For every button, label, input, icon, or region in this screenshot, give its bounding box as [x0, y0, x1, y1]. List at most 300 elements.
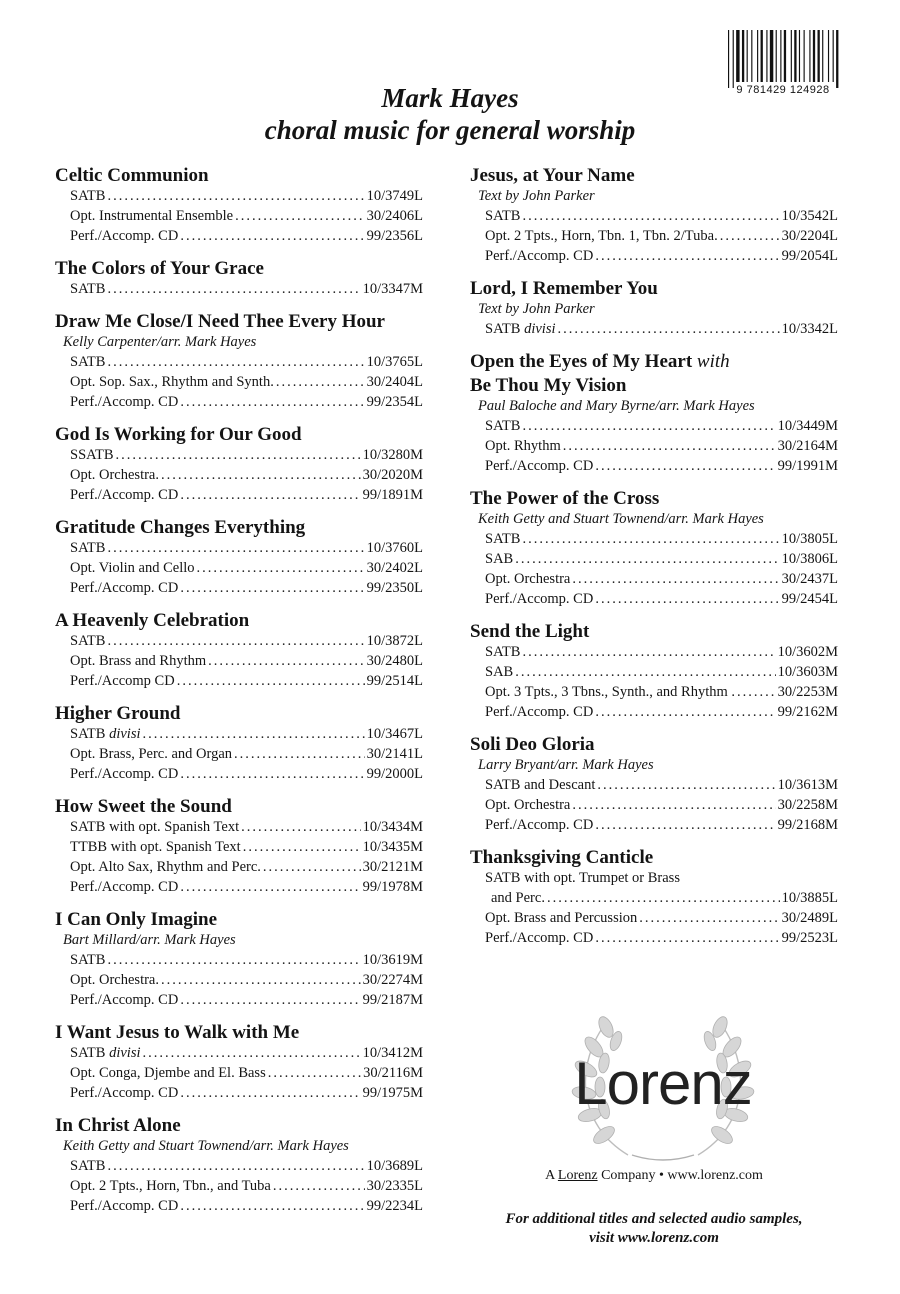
section-gap	[55, 598, 423, 610]
company-brand: Lorenz	[557, 1168, 598, 1183]
edition-voicing: SATB	[70, 281, 106, 297]
edition-label	[70, 186, 105, 206]
barcode-bar	[761, 30, 763, 82]
edition-label	[70, 538, 105, 558]
edition-voicing: SAB	[485, 551, 514, 567]
edition-row	[470, 908, 838, 928]
dot-leader	[522, 206, 779, 226]
dot-leader	[180, 578, 364, 598]
edition-label	[70, 465, 159, 485]
song-credit: Text by John Parker	[478, 188, 595, 204]
edition-row	[470, 702, 838, 722]
dot-leader	[595, 928, 779, 948]
dot-leader	[143, 1043, 361, 1063]
edition-row	[55, 631, 423, 651]
edition-voicing: Opt. 2 Tpts., Horn, Tbn., and Tuba	[70, 1178, 271, 1194]
dot-leader	[107, 538, 364, 558]
edition-label	[70, 226, 178, 246]
product-code: 10/3805L	[781, 531, 838, 547]
lorenz-logo	[548, 1005, 778, 1165]
edition-voicing: Opt. Sop. Sax., Rhythm and Synth.	[70, 374, 274, 390]
section-gap	[55, 505, 423, 517]
edition-voicing: Opt. Alto Sax, Rhythm and Perc.	[70, 859, 261, 875]
dot-leader	[143, 724, 365, 744]
song-title	[55, 517, 423, 538]
product-code: 30/2204L	[781, 228, 838, 244]
edition-voicing: Perf./Accomp. CD	[70, 394, 179, 410]
song-title-text: A Heavenly Celebration	[55, 610, 250, 631]
dot-leader	[161, 465, 361, 485]
edition-label	[70, 651, 206, 671]
composer-name: Mark Hayes	[381, 83, 519, 113]
song-title-text: The Power of the Cross	[470, 488, 660, 509]
product-code: 99/2000L	[366, 766, 423, 782]
product-code: 10/3280M	[362, 447, 423, 463]
dot-leader	[515, 549, 779, 569]
product-code: 30/2480L	[366, 653, 423, 669]
footer-note	[470, 1210, 838, 1248]
edition-voicing: Perf./Accomp. CD	[70, 580, 179, 596]
barcode-bar	[770, 30, 773, 82]
dot-leader	[572, 569, 779, 589]
dot-leader	[273, 1176, 365, 1196]
edition-row	[470, 642, 838, 662]
edition-voicing: Opt. Orchestra.	[70, 467, 159, 483]
edition-row	[55, 817, 423, 837]
edition-voicing: Opt. Brass, Perc. and Organ	[70, 746, 233, 762]
song-title	[470, 621, 838, 642]
edition-label	[70, 1083, 178, 1103]
edition-label	[485, 888, 545, 908]
edition-voicing: Opt. Violin and Cello	[70, 560, 195, 576]
product-code: 10/3434M	[362, 819, 423, 835]
dot-leader	[235, 206, 365, 226]
edition-label	[70, 445, 114, 465]
product-code: 99/2354L	[366, 394, 423, 410]
edition-label	[70, 877, 178, 897]
product-code: 30/2404L	[366, 374, 423, 390]
edition-voicing: SATB	[70, 633, 106, 649]
edition-label	[70, 990, 178, 1010]
product-code: 99/2187M	[362, 992, 423, 1008]
product-code: 30/2335L	[366, 1178, 423, 1194]
edition-row	[55, 372, 423, 392]
edition-label	[485, 569, 570, 589]
product-code: 30/2258M	[777, 797, 838, 813]
product-code: 30/2116M	[363, 1065, 423, 1081]
section-gap	[55, 412, 423, 424]
dot-leader	[597, 775, 775, 795]
product-code: 99/2168M	[777, 817, 838, 833]
dot-leader	[107, 950, 360, 970]
edition-voicing: Opt. Orchestra	[485, 571, 571, 587]
page-header	[0, 82, 900, 146]
edition-label	[70, 837, 241, 857]
product-code: 99/2356L	[366, 228, 423, 244]
dot-leader	[116, 445, 361, 465]
song-title	[55, 1022, 423, 1043]
edition-row	[55, 724, 423, 744]
dot-leader	[515, 662, 775, 682]
edition-row	[55, 877, 423, 897]
product-code: 10/3619M	[362, 952, 423, 968]
edition-voicing: Opt. 2 Tpts., Horn, Tbn. 1, Tbn. 2/Tuba.	[485, 228, 718, 244]
edition-voicing-italic: divisi	[109, 1045, 141, 1061]
edition-row	[55, 1176, 423, 1196]
dot-leader	[737, 682, 776, 702]
dot-leader	[180, 1083, 360, 1103]
edition-voicing: SATB	[485, 321, 521, 337]
edition-label	[485, 319, 556, 339]
edition-voicing: SATB	[70, 952, 106, 968]
product-code: 10/3885L	[781, 890, 838, 906]
barcode-bar	[736, 30, 739, 82]
edition-label	[70, 1043, 141, 1063]
edition-label	[70, 744, 232, 764]
product-code: 30/2406L	[366, 208, 423, 224]
edition-voicing: Opt. Orchestra	[485, 797, 571, 813]
product-code: 10/3760L	[366, 540, 423, 556]
song-title	[55, 703, 423, 724]
dot-leader	[107, 631, 364, 651]
edition-label	[70, 671, 175, 691]
edition-label	[70, 1196, 178, 1216]
edition-voicing: Perf./Accomp. CD	[485, 704, 594, 720]
dot-leader	[107, 1156, 364, 1176]
dot-leader	[180, 392, 364, 412]
dot-leader	[241, 817, 360, 837]
dot-leader	[522, 642, 775, 662]
edition-voicing: SATB with opt. Trumpet or Brass	[485, 870, 680, 886]
edition-voicing: SATB	[70, 354, 106, 370]
edition-label	[485, 416, 520, 436]
edition-label	[485, 868, 680, 888]
product-code: 10/3765L	[366, 354, 423, 370]
song-title	[470, 278, 838, 299]
section-gap	[55, 299, 423, 311]
edition-voicing: Perf./Accomp. CD	[485, 591, 594, 607]
dot-leader	[180, 485, 360, 505]
product-code: 99/2162M	[777, 704, 838, 720]
dot-leader	[161, 970, 361, 990]
edition-row	[470, 416, 838, 436]
edition-voicing: Perf./Accomp. CD	[70, 992, 179, 1008]
song-title-text: Higher Ground	[55, 703, 181, 724]
barcode-bar	[794, 30, 796, 82]
dot-leader	[107, 279, 360, 299]
dot-leader	[595, 589, 779, 609]
edition-row	[55, 1083, 423, 1103]
product-code: 99/2234L	[366, 1198, 423, 1214]
song-title-text: Jesus, at Your Name	[470, 165, 635, 186]
song-title	[55, 258, 423, 279]
barcode-bar	[780, 30, 781, 82]
edition-row	[55, 1063, 423, 1083]
edition-voicing: SATB and Descant	[485, 777, 596, 793]
edition-label	[485, 436, 561, 456]
edition-row	[55, 485, 423, 505]
dot-leader	[595, 456, 775, 476]
edition-voicing: SATB	[485, 208, 521, 224]
edition-voicing: SATB with opt. Spanish Text	[70, 819, 240, 835]
edition-label	[70, 817, 239, 837]
edition-label	[485, 529, 520, 549]
edition-row	[55, 352, 423, 372]
edition-voicing: Opt. Orchestra.	[70, 972, 159, 988]
product-code: 30/2489L	[781, 910, 838, 926]
song-title	[55, 610, 423, 631]
edition-voicing: SATB	[70, 540, 106, 556]
barcode-bar	[833, 30, 834, 82]
edition-voicing: SATB	[70, 726, 106, 742]
dot-leader	[522, 529, 779, 549]
product-code: 10/3806L	[781, 551, 838, 567]
footer-line-2: visit www.lorenz.com	[589, 1230, 719, 1246]
company-prefix: A	[545, 1168, 555, 1183]
barcode-bar	[804, 30, 805, 82]
dot-leader	[547, 888, 780, 908]
edition-voicing: SATB	[70, 1045, 106, 1061]
song-title-text: How Sweet the Sound	[55, 796, 232, 817]
section-gap	[470, 266, 838, 278]
left-column	[55, 165, 423, 1216]
company-line	[470, 1168, 838, 1184]
song-title-text: God Is Working for Our Good	[55, 424, 302, 445]
section-gap	[55, 784, 423, 796]
song-title-text: I Want Jesus to Walk with Me	[55, 1022, 300, 1043]
right-column	[470, 165, 838, 948]
edition-voicing: Opt. 3 Tpts., 3 Tbns., Synth., and Rhythm .	[485, 684, 736, 700]
song-title-text: Lord, I Remember You	[470, 278, 658, 299]
edition-voicing-italic: divisi	[109, 726, 141, 742]
edition-label	[485, 662, 513, 682]
edition-row	[55, 279, 423, 299]
edition-label	[70, 1063, 266, 1083]
barcode-bar	[791, 30, 792, 82]
dot-leader	[572, 795, 775, 815]
edition-voicing: Opt. Instrumental Ensemble	[70, 208, 234, 224]
section-gap	[55, 897, 423, 909]
product-code: 10/3342L	[781, 321, 838, 337]
edition-label	[485, 206, 520, 226]
song-title	[55, 424, 423, 445]
edition-voicing: Perf./Accomp. CD	[70, 228, 179, 244]
edition-label	[485, 928, 593, 948]
product-code: 10/3542L	[781, 208, 838, 224]
footer-line-1: For additional titles and selected audio samples,	[505, 1211, 803, 1227]
song-title-text: Soli Deo Gloria	[470, 734, 595, 755]
edition-row	[470, 815, 838, 835]
edition-row	[55, 465, 423, 485]
edition-row	[55, 578, 423, 598]
barcode-bar	[809, 30, 810, 82]
song-title-text: Gratitude Changes Everything	[55, 517, 306, 538]
edition-voicing: SATB	[70, 188, 106, 204]
song-title-with: with	[696, 351, 730, 372]
barcode-bar	[822, 30, 823, 82]
section-gap	[470, 722, 838, 734]
edition-label	[485, 642, 520, 662]
product-code: 99/1891M	[362, 487, 423, 503]
edition-row	[55, 857, 423, 877]
edition-label	[70, 970, 159, 990]
barcode-bar	[751, 30, 752, 82]
edition-row	[470, 456, 838, 476]
edition-row	[55, 651, 423, 671]
edition-row	[55, 206, 423, 226]
dot-leader	[563, 436, 776, 456]
edition-row	[55, 744, 423, 764]
song-title-text: In Christ Alone	[55, 1115, 181, 1136]
edition-voicing: Opt. Rhythm	[485, 438, 561, 454]
edition-row	[470, 888, 838, 908]
edition-voicing: SAB	[485, 664, 514, 680]
product-code: 10/3449M	[777, 418, 838, 434]
edition-row	[55, 558, 423, 578]
edition-row	[470, 795, 838, 815]
edition-row	[470, 226, 838, 246]
section-gap	[470, 339, 838, 351]
dot-leader	[522, 416, 775, 436]
edition-label	[485, 682, 735, 702]
product-code: 10/3689L	[366, 1158, 423, 1174]
section-gap	[470, 609, 838, 621]
edition-row	[470, 928, 838, 948]
barcode-bar	[784, 30, 786, 82]
product-code: 10/3412M	[362, 1045, 423, 1061]
edition-label	[70, 857, 261, 877]
barcode-bar	[818, 30, 820, 82]
section-gap	[55, 1103, 423, 1115]
barcode-bars	[726, 30, 852, 88]
edition-voicing: SATB	[70, 1158, 106, 1174]
dot-leader	[107, 352, 364, 372]
edition-row	[470, 589, 838, 609]
product-code: 30/2164M	[777, 438, 838, 454]
edition-label	[70, 631, 105, 651]
edition-row	[55, 950, 423, 970]
edition-voicing: Perf./Accomp. CD	[70, 1085, 179, 1101]
edition-row	[55, 1196, 423, 1216]
edition-voicing: SATB	[485, 644, 521, 660]
edition-row	[55, 538, 423, 558]
edition-voicing: SATB	[485, 418, 521, 434]
edition-voicing: Opt. Brass and Rhythm	[70, 653, 207, 669]
barcode-bar	[733, 30, 734, 88]
edition-row	[55, 970, 423, 990]
song-title	[470, 165, 838, 186]
edition-voicing: SSATB	[70, 447, 114, 463]
edition-row	[470, 436, 838, 456]
edition-label	[70, 485, 178, 505]
edition-label	[70, 352, 105, 372]
edition-row	[470, 529, 838, 549]
edition-row	[470, 206, 838, 226]
edition-voicing: and Perc.	[491, 890, 545, 906]
edition-label	[70, 1176, 271, 1196]
edition-row	[55, 226, 423, 246]
product-code: 10/3467L	[366, 726, 423, 742]
product-code: 99/2350L	[366, 580, 423, 596]
song-title	[55, 909, 423, 930]
edition-row	[55, 837, 423, 857]
barcode-bar	[728, 30, 729, 88]
edition-row	[55, 671, 423, 691]
edition-label	[485, 775, 595, 795]
edition-row	[55, 1043, 423, 1063]
product-code: 30/2437L	[781, 571, 838, 587]
edition-row	[55, 186, 423, 206]
product-code: 10/3872L	[366, 633, 423, 649]
barcode-bar	[747, 30, 748, 82]
dot-leader	[180, 764, 364, 784]
product-code: 99/1991M	[777, 458, 838, 474]
barcode-bar	[836, 30, 838, 88]
song-title-text: Thanksgiving Canticle	[470, 847, 654, 868]
dot-leader	[180, 990, 360, 1010]
barcode-bar	[813, 30, 815, 82]
song-title-text: I Can Only Imagine	[55, 909, 218, 930]
song-title-text: Send the Light	[470, 621, 590, 642]
song-credit: Text by John Parker	[478, 301, 595, 317]
dot-leader	[595, 702, 775, 722]
dot-leader	[243, 837, 361, 857]
product-code: 30/2020M	[362, 467, 423, 483]
barcode-bar	[799, 30, 800, 82]
song-title-text: Celtic Communion	[55, 165, 209, 186]
dot-leader	[276, 372, 365, 392]
product-code: 99/2514L	[366, 673, 423, 689]
edition-row	[55, 1156, 423, 1176]
catalog-subtitle: choral music for general worship	[264, 115, 636, 145]
edition-label	[485, 226, 718, 246]
dot-leader	[558, 319, 780, 339]
dot-leader	[639, 908, 779, 928]
edition-row	[470, 569, 838, 589]
edition-row	[470, 319, 838, 339]
song-credit: Bart Millard/arr. Mark Hayes	[63, 932, 236, 948]
edition-voicing: Perf./Accomp. CD	[70, 487, 179, 503]
song-title	[55, 1115, 423, 1136]
section-gap	[55, 1010, 423, 1022]
song-title-line-2: Be Thou My Vision	[470, 375, 627, 396]
section-gap	[55, 246, 423, 258]
edition-row	[470, 682, 838, 702]
product-code: 99/1978M	[362, 879, 423, 895]
product-code: 99/2454L	[781, 591, 838, 607]
product-code: 10/3435M	[362, 839, 423, 855]
edition-voicing: Perf./Accomp. CD	[485, 817, 594, 833]
song-credit: Larry Bryant/arr. Mark Hayes	[478, 757, 654, 773]
edition-label	[485, 456, 593, 476]
song-title	[470, 734, 838, 755]
edition-label	[70, 724, 141, 744]
edition-label	[70, 279, 105, 299]
edition-row	[470, 868, 838, 888]
edition-label	[70, 1156, 105, 1176]
barcode-bar	[757, 30, 758, 82]
edition-row	[55, 392, 423, 412]
edition-row	[55, 445, 423, 465]
product-code: 30/2253M	[777, 684, 838, 700]
lorenz-wordmark: Lorenz	[574, 1050, 752, 1117]
song-title	[470, 488, 838, 509]
song-title	[470, 351, 838, 372]
song-title-text: Draw Me Close/I Need Thee Every Hour	[55, 311, 385, 332]
dot-leader	[595, 815, 775, 835]
edition-voicing: Perf./Accomp. CD	[70, 1198, 179, 1214]
edition-voicing: TTBB with opt. Spanish Text	[70, 839, 241, 855]
